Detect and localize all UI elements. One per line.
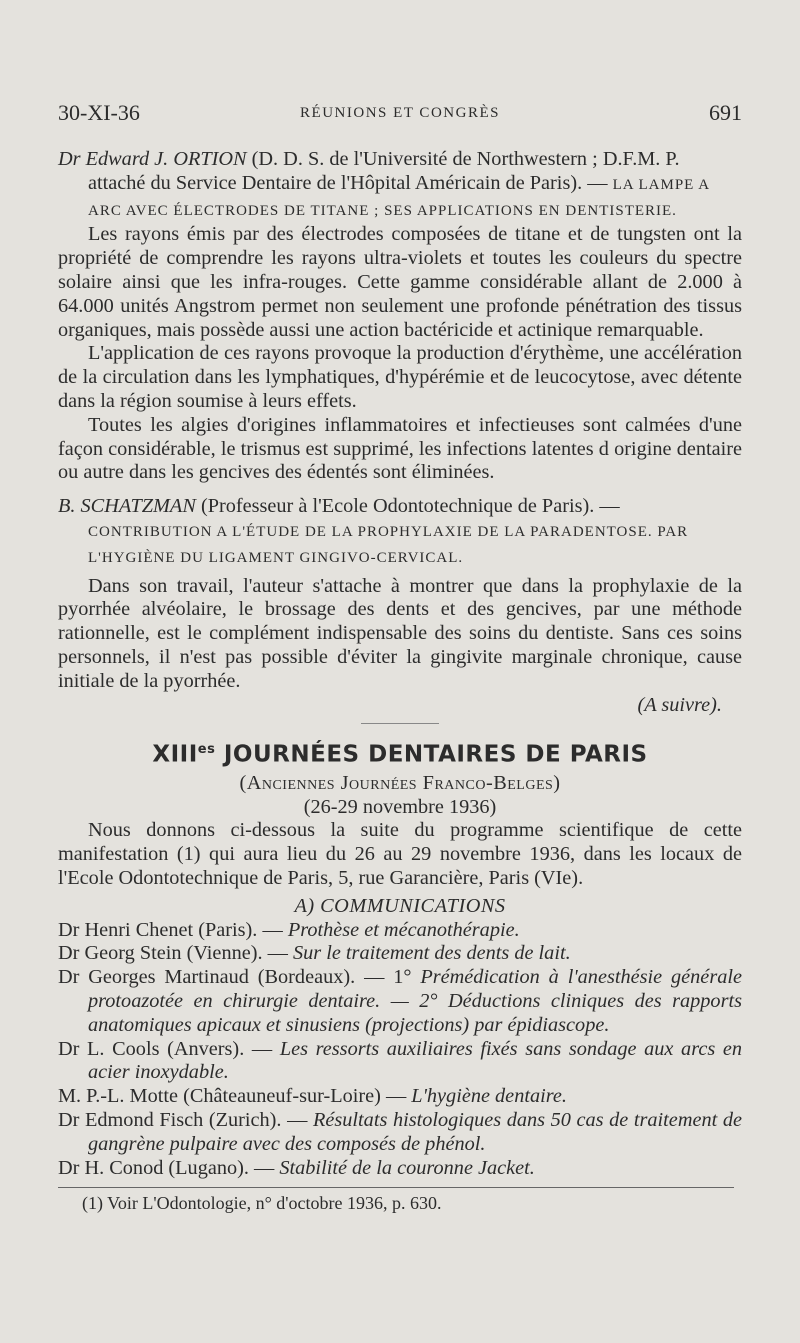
paragraph: Toutes les algies d'origines inflammatoires et infectieuses sont calmées d'une façon considérable, le trismus est supprimé, les infections latentes d origine dentaire ou autre dans les gencives des édentés sont éliminées.	[58, 413, 742, 484]
communication-speaker: Dr Edmond Fisch (Zurich). —	[58, 1108, 313, 1131]
paragraph: Les rayons émis par des électrodes composées de titane et de tungsten ont la propriété de comprendre les rayons ultra-violets et toutes les couleurs du spectre solaire ainsi que les infra-rouges. Cette gamme considérable allant de 2.000 à 64.000 unités Angstrom permet non seulement une profonde pénétration des tissus organiques, mais possède aussi une action bactéricide et actinique remarquable.	[58, 223, 742, 341]
to-be-continued: (A suivre).	[637, 693, 722, 716]
paragraph: L'application de ces rayons provoque la production d'érythème, une accélération de la circulation dans les lymphatiques, d'hypérémie et de leucocytose, avec détente dans la région soumise à leurs effets.	[58, 342, 742, 412]
communication-speaker: M. P.-L. Motte (Châteauneuf-sur-Loire) —	[58, 1085, 412, 1108]
paragraph: Dans son travail, l'auteur s'attache à montrer que dans la prophylaxie de la pyorrhée alvéolaire, le brossage des dents et des gencives, par une méthode rationnelle, est le complément indispensable des soins du dentiste. Sans ces soins personnels, il n'est pas possible d'éviter la gingivite marginale chronique, cause initiale de la pyorrhée.	[58, 574, 742, 692]
header-date: 30-XI-36	[58, 100, 140, 125]
section-intro: Nous donnons ci-dessous la suite du programme scientifique de cette manifestation (1) qui aura lieu du 26 au 29 novembre 1936, dans les locaux de l'Ecole Odontotechnique de Paris, 5, rue Garancière, Paris (VIe).	[58, 819, 742, 889]
communication-item	[58, 919, 742, 943]
entry-ortion	[58, 148, 742, 223]
communication-speaker: Dr Georges Martinaud (Bordeaux). — 1°	[58, 966, 421, 989]
communication-item	[58, 1085, 742, 1109]
running-header	[58, 100, 742, 130]
communication-title: Les ressorts auxiliaires fixés sans sondage aux arcs en acier inoxydable.	[88, 1037, 743, 1084]
communication-title: L'hygiène dentaire.	[411, 1085, 567, 1108]
communication-title: Stabilité de la couronne Jacket.	[279, 1156, 535, 1179]
communication-speaker: Dr Georg Stein (Vienne). —	[58, 942, 293, 965]
section-dates: (26-29 novembre 1936)	[303, 795, 497, 818]
subsection-heading: A) COMMUNICATIONS	[294, 894, 506, 917]
communication-speaker: Dr Henri Chenet (Paris). —	[58, 918, 288, 941]
communication-item	[58, 942, 742, 966]
entry-author: B. SCHATZMAN	[58, 495, 196, 518]
divider	[361, 723, 439, 724]
communication-speaker: Dr H. Conod (Lugano). —	[58, 1156, 280, 1179]
entry-affiliation: (D. D. S. de l'Université de Northwestern ; D.F.M. P. attaché du Service Dentaire de l'Hôpital Américain de Paris). —	[88, 148, 680, 194]
entry-schatzman	[58, 495, 742, 570]
main-text	[58, 148, 742, 1180]
section-subtitle: (Anciennes Journées Franco-Belges)	[239, 771, 561, 794]
footnote-rule	[58, 1187, 734, 1188]
communication-item	[58, 1157, 742, 1181]
section-title: $XIII^{es}$ JOURNÉES DENTAIRES DE PARIS	[152, 741, 648, 768]
page-number: 691	[709, 100, 742, 125]
communication-title: Résultats histologiques dans 50 cas de traitement de gangrène pulpaire avec des composés de phénol.	[88, 1108, 742, 1155]
footnote: (1) Voir L'Odontologie, n° d'octobre 1936, p. 630.	[82, 1193, 442, 1213]
header-title: RÉUNIONS ET CONGRÈS	[300, 105, 500, 121]
communication-title: Prémédication à l'anesthésie générale protoazotée en chirurgie dentaire. — 2° Déductions cliniques des rapports anatomiques apicaux et sinusiens (projections) par épidiascope.	[88, 966, 742, 1036]
communications-list	[58, 919, 742, 1181]
communication-item	[58, 1109, 742, 1157]
entry-title: CONTRIBUTION A L'ÉTUDE DE LA PROPHYLAXIE DE LA PARADENTOSE. PAR L'HYGIÈNE DU LIGAMENT GINGIVO-CERVICAL.	[88, 523, 689, 566]
entry-author: Edward J. ORTION	[85, 148, 247, 170]
entry-title: LA LAMPE A ARC AVEC ÉLECTRODES DE TITANE ; SES APPLICATIONS EN DENTISTERIE.	[88, 176, 710, 219]
communication-title: Sur le traitement des dents de lait.	[292, 942, 571, 965]
communication-title: Prothèse et mécanothérapie.	[287, 918, 520, 941]
communication-item	[58, 966, 742, 1037]
entry-affiliation: (Professeur à l'Ecole Odontotechnique de Paris). —	[200, 495, 620, 518]
communication-item	[58, 1038, 742, 1086]
communication-speaker: Dr L. Cools (Anvers). —	[58, 1037, 280, 1060]
entry-dr: Dr	[58, 148, 81, 170]
